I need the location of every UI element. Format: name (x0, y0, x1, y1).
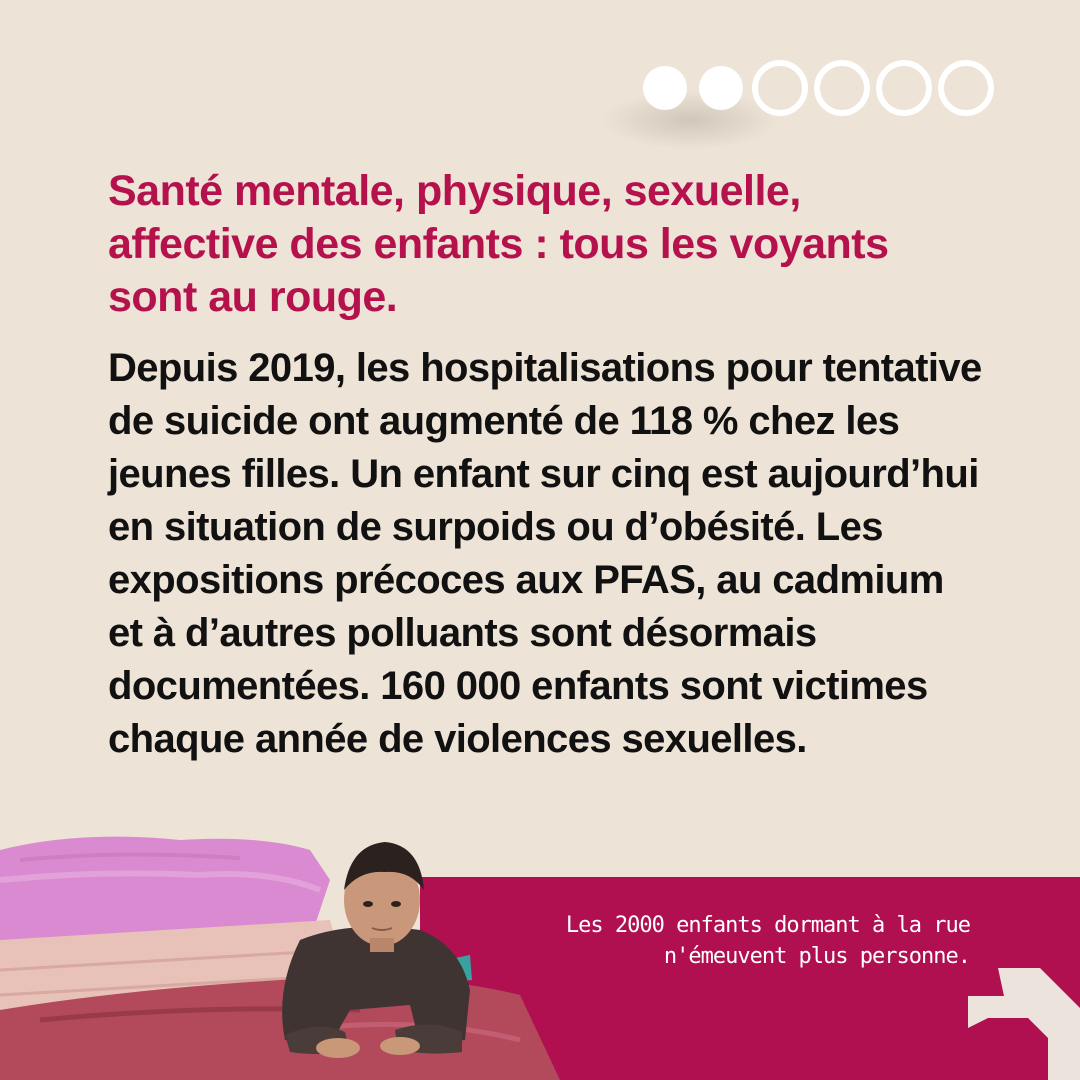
pager-dot-3[interactable] (752, 60, 808, 116)
arrow-logo-icon (968, 968, 1080, 1080)
pager-dot-2[interactable] (699, 66, 743, 110)
caption: Les 2000 enfants dormant à la rue n'émeuvent plus personne. (565, 913, 970, 969)
child-on-bed-photo (0, 820, 560, 1080)
carousel-pager (640, 60, 994, 116)
body-text: Depuis 2019, les hospitalisations pour tentative de suicide ont augmenté de 118 % chez les jeunes filles. Un enfant sur cinq est aujourd’hui en situation de surpoids ou d’obésité. Les expositions précoces aux PFAS, au cadmium et à d’autres polluants sont désormais documentées. 160 000 enfants sont victimes chaque année de violences sexuelles. (108, 346, 982, 761)
pager-dot-4[interactable] (814, 60, 870, 116)
pager-dot-5[interactable] (876, 60, 932, 116)
pager-dot-6[interactable] (938, 60, 994, 116)
headline: Santé mentale, physique, sexuelle, affective des enfants : tous les voyants sont au rouge. (108, 167, 889, 321)
pager-dot-1[interactable] (643, 66, 687, 110)
